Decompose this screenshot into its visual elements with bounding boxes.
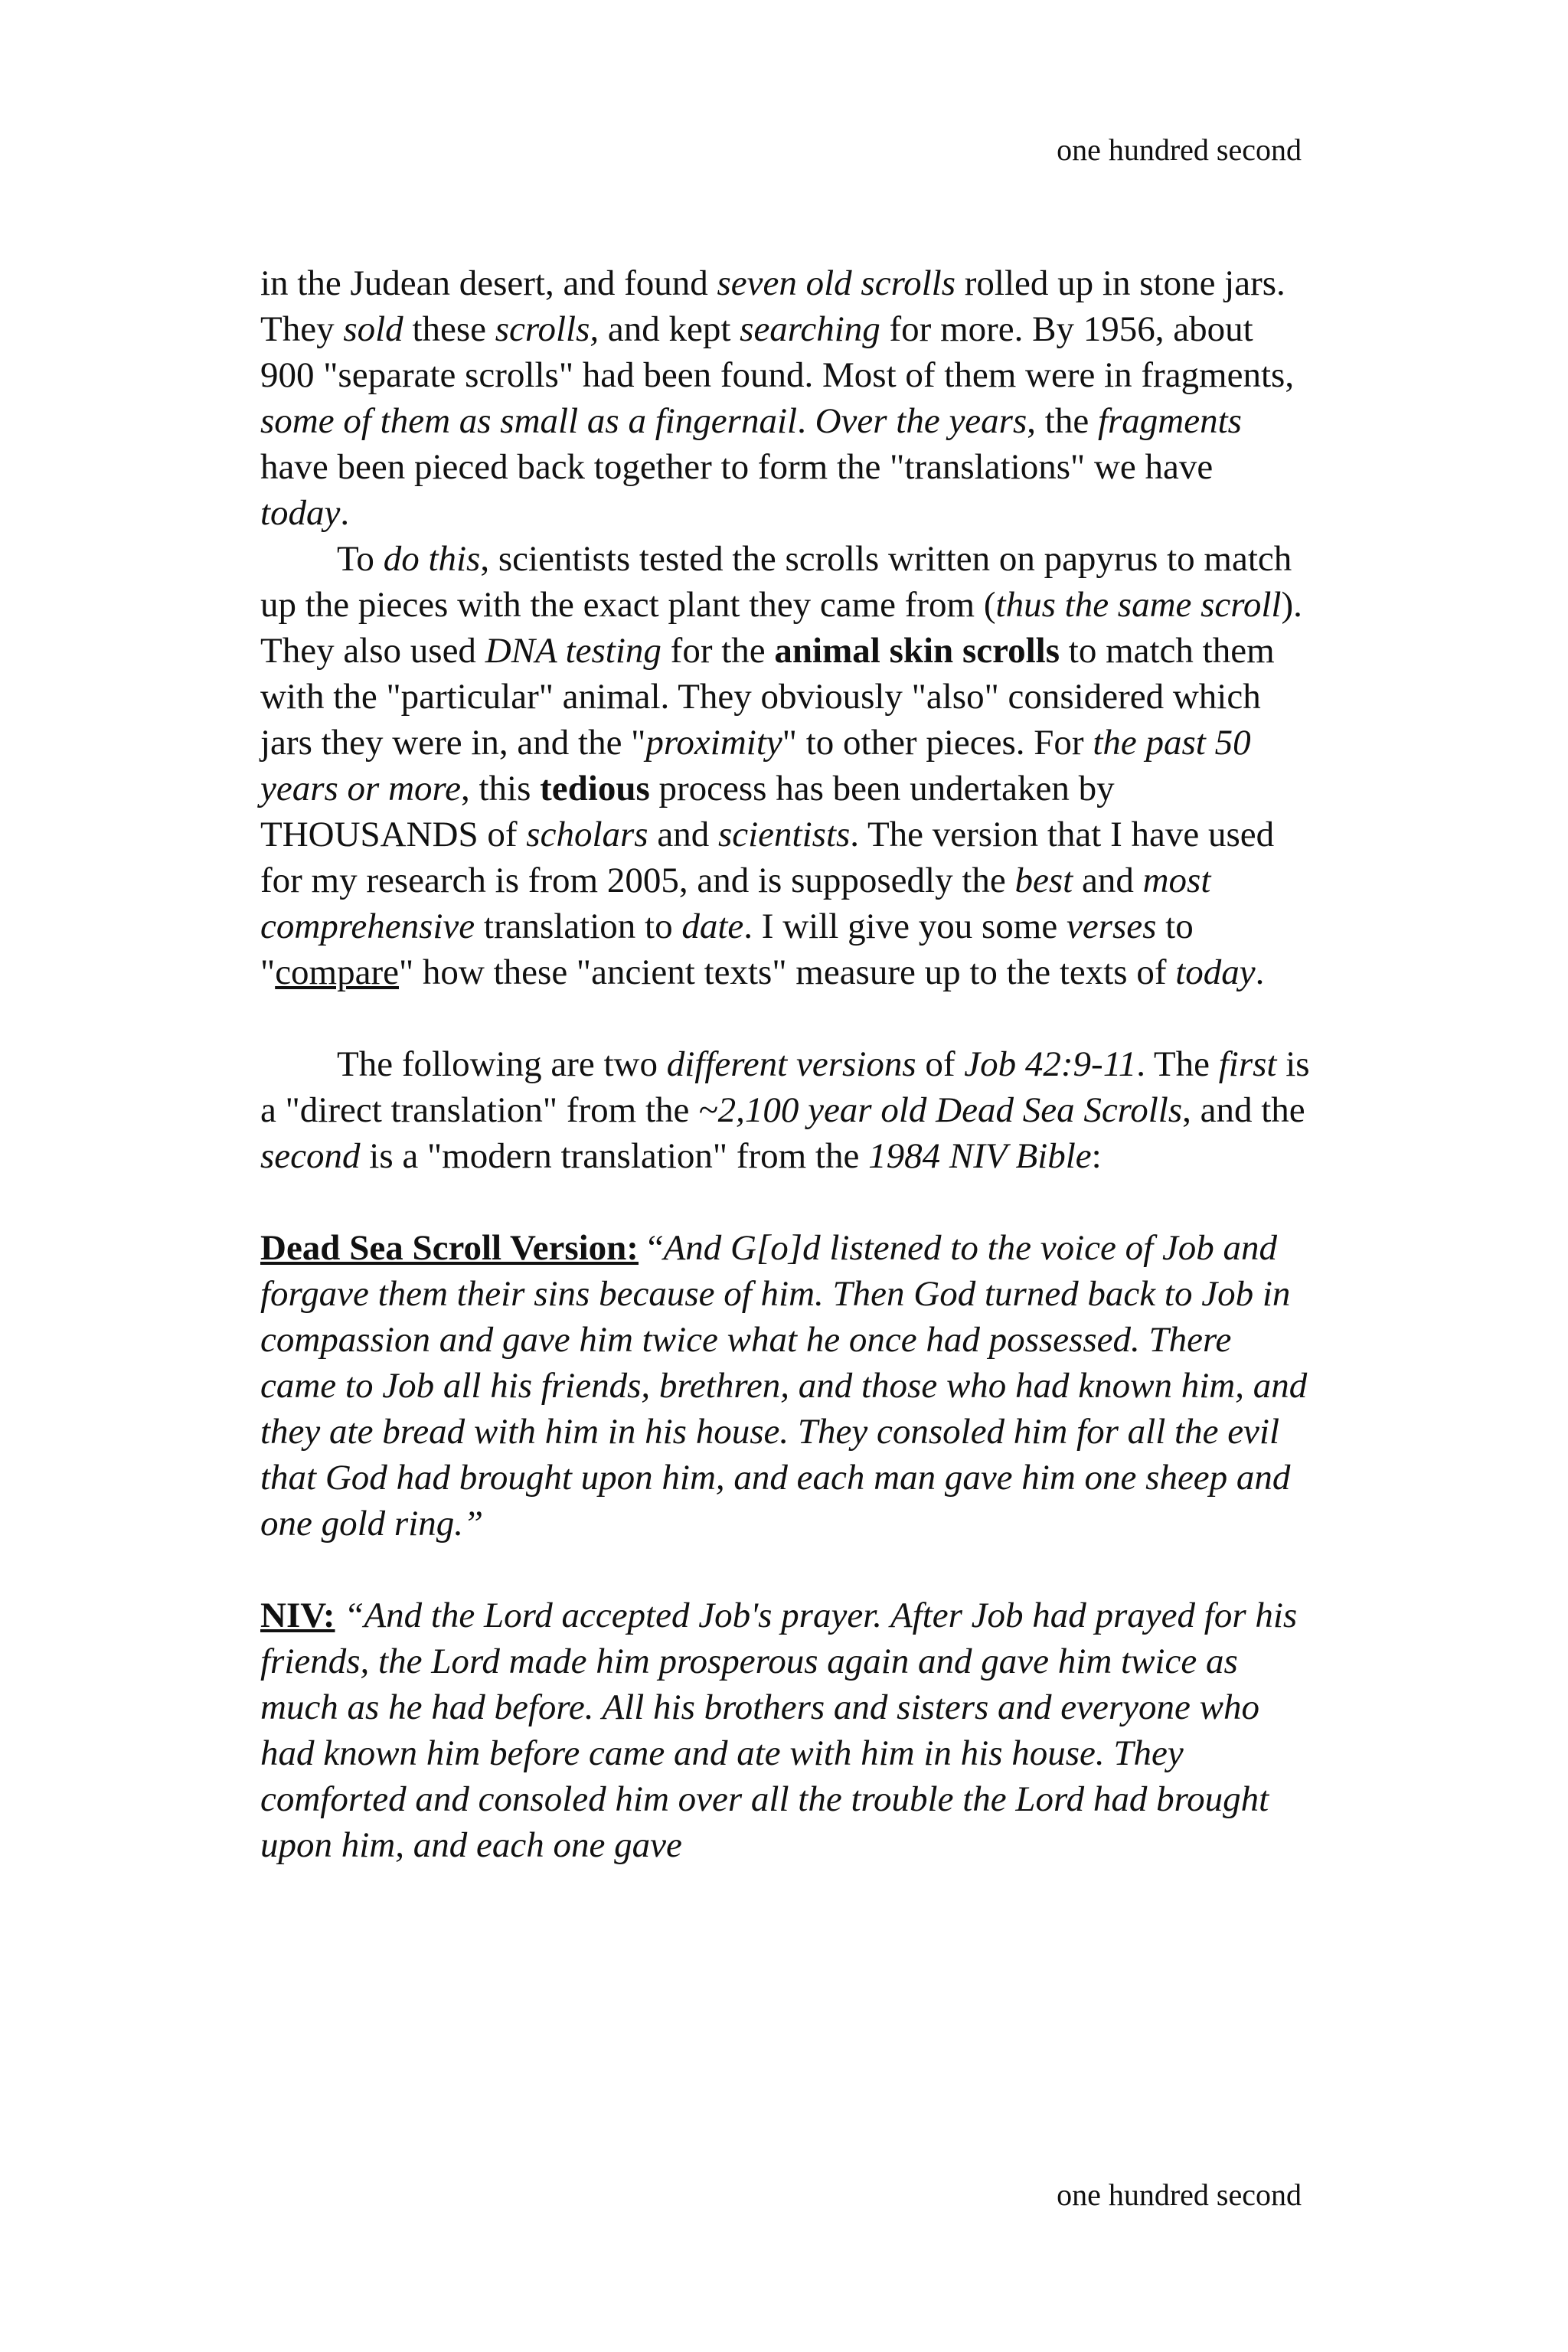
paragraph2-run: . I will give you some [743, 906, 1067, 946]
paragraph2-run: do this [383, 539, 481, 579]
paragraph1-run: some of them as small as a fingernail [260, 401, 798, 441]
dead-sea-open-quote: “ [638, 1228, 664, 1268]
paragraph-3 [260, 1041, 1311, 1179]
paragraph2-run: to " [260, 906, 1194, 992]
paragraph2-run: " how these "ancient texts" measure up to the texts of [398, 952, 1176, 992]
paragraph2-run: . [1255, 952, 1265, 992]
paragraph2-run: ). They also used [260, 585, 1302, 671]
paragraph1-run: for more. By 1956, about 900 "separate scrolls" had been found. Most of them were in fragments, [260, 309, 1295, 395]
paragraph3-run: 1984 NIV Bible [868, 1136, 1092, 1176]
paragraph2-run: to match them with the "particular" animal. They obviously "also" considered which jars they were in, and the " [260, 631, 1275, 763]
paragraph1-run: Over the years [815, 401, 1027, 441]
paragraph1-run: , the [1027, 401, 1098, 441]
paragraph1-run: . [797, 401, 815, 441]
paragraph3-run: Job 42:9-11 [964, 1044, 1137, 1084]
paragraph3-run: ~2,100 year old Dead Sea Scrolls [698, 1090, 1183, 1130]
paragraph3-run: of [916, 1044, 965, 1084]
paragraph2-run: verses [1066, 906, 1157, 946]
paragraph1-run: fragments [1097, 401, 1242, 441]
dead-sea-scroll-label: Dead Sea Scroll Version: [260, 1228, 639, 1268]
paragraph2-run: To [337, 539, 384, 579]
paragraph2-run: the past 50 years or more [260, 723, 1251, 808]
paragraph2-run: animal skin scrolls [774, 631, 1060, 671]
paragraph2-run: today [1175, 952, 1256, 992]
paragraph-1 [260, 260, 1311, 536]
paragraph-2 [260, 536, 1311, 995]
paragraph2-run: proximity [645, 723, 782, 763]
paragraph2-run: , scientists tested the scrolls written on papyrus to match up the pieces with the exact plant they came from ( [260, 539, 1292, 625]
paragraph1-run: these [403, 309, 495, 349]
paragraph1-run: rolled up in stone jars. They [260, 263, 1285, 349]
page-header: one hundred second [1057, 132, 1302, 167]
paragraph2-run: for the [661, 631, 775, 671]
paragraph3-run: second [260, 1136, 361, 1176]
paragraph2-run: DNA testing [485, 631, 662, 671]
paragraph3-run: different versions [666, 1044, 916, 1084]
paragraph3-run: , and the [1182, 1090, 1305, 1130]
dead-sea-scroll-quote [260, 1225, 1311, 1547]
niv-quote [260, 1592, 1311, 1868]
paragraph2-run: scientists [717, 815, 851, 854]
paragraph2-run: best [1014, 861, 1073, 900]
paragraph2-run: date [681, 906, 744, 946]
paragraph2-run: . The version that I have used for my research is from 2005, and is supposedly the [260, 815, 1275, 900]
paragraph1-run: and kept [599, 309, 740, 349]
paragraph1-run: today [260, 493, 341, 533]
page-footer: one hundred second [1057, 2177, 1302, 2212]
paragraph3-run: first [1218, 1044, 1277, 1084]
paragraph2-run: and [648, 815, 718, 854]
niv-text: “And the Lord accepted Job's prayer. After Job had prayed for his friends, the Lord made him prosperous again and gave him twice as much as he had before. All his brothers and sisters and everyone who had known him before came and ate with him in his house. They comforted and consoled him over all the trouble the Lord had brought upon him, and each one gave [260, 1596, 1298, 1865]
paragraph2-run: most comprehensive [260, 861, 1211, 946]
paragraph3-run: . The [1136, 1044, 1219, 1084]
niv-label: NIV: [260, 1596, 335, 1635]
paragraph3-run: is a "direct translation" from the [260, 1044, 1310, 1130]
paragraph3-run: is a "modern translation" from the [360, 1136, 869, 1176]
paragraph1-run: scrolls, [495, 309, 599, 349]
paragraph1-run: sold [343, 309, 403, 349]
paragraph2-run: scholars [526, 815, 648, 854]
paragraph1-run: have been pieced back together to form the "translations" we have [260, 447, 1214, 487]
paragraph2-run: process has been undertaken by THOUSANDS of [260, 769, 1115, 854]
paragraph2-run: , this [460, 769, 541, 808]
paragraph1-run: searching [740, 309, 880, 349]
paragraph1-run: in the Judean desert, and found [260, 263, 717, 303]
dead-sea-scroll-text: And G[o]d listened to the voice of Job and forgave them their sins because of him. Then God turned back to Job in compassion and gave him twice what he once had possessed. There came to Job all his friends, brethren, and those who had known him, and they ate bread with him in his house. They consoled him for all the evil that God had brought upon him, and each man gave him one sheep and one gold ring.” [260, 1228, 1308, 1544]
paragraph2-run: and [1073, 861, 1143, 900]
paragraph1-run: . [340, 493, 350, 533]
paragraph2-run: compare [275, 952, 399, 992]
paragraph2-run: " to other pieces. For [782, 723, 1093, 763]
paragraph3-run: : [1091, 1136, 1102, 1176]
paragraph3-run: The following are two [337, 1044, 667, 1084]
paragraph2-run: tedious [540, 769, 650, 808]
page-body [260, 260, 1311, 1868]
paragraph2-run: translation to [475, 906, 682, 946]
paragraph2-run: thus the same scroll [995, 585, 1282, 625]
paragraph1-run: seven old scrolls [717, 263, 956, 303]
